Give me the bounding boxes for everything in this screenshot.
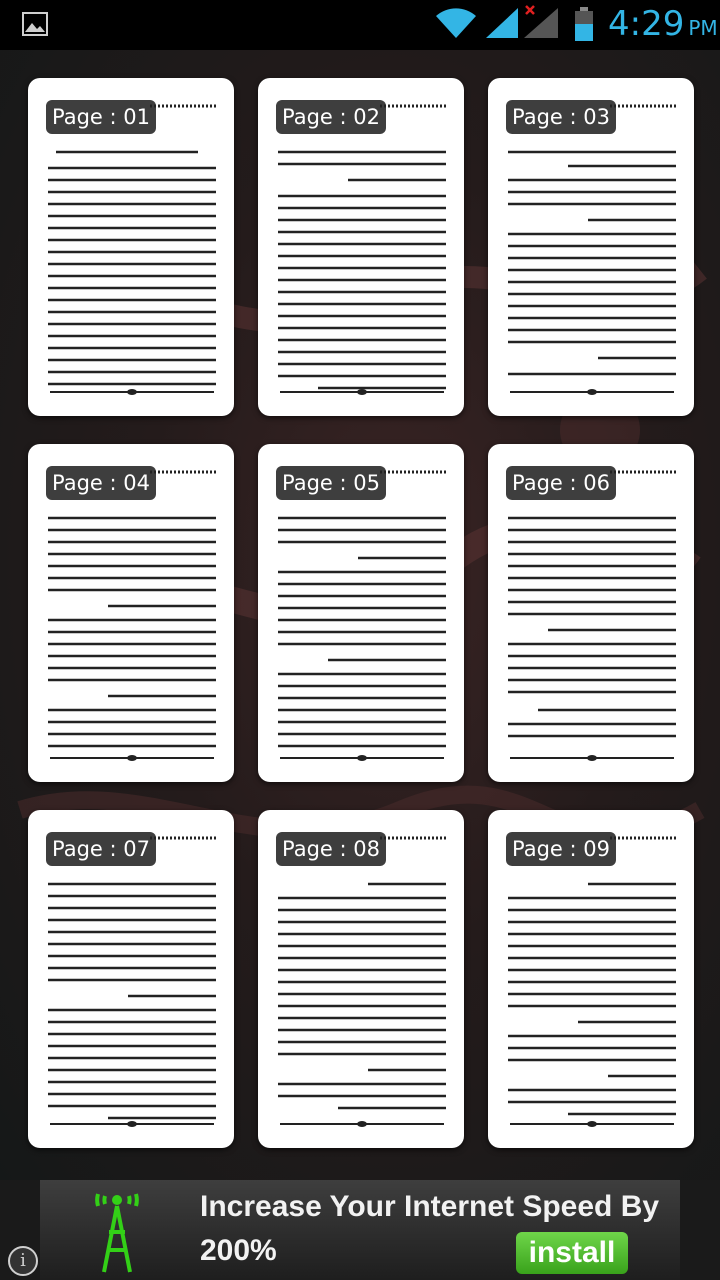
- wifi-icon: [434, 6, 478, 40]
- page-text-preview: [48, 144, 216, 390]
- page-text-preview: [508, 510, 676, 756]
- page-header-rule: [150, 104, 216, 108]
- clock: 4:29 PM: [608, 4, 718, 44]
- page-text-preview: [48, 876, 216, 1122]
- page-label: Page : 08: [276, 832, 386, 866]
- page-header-rule: [380, 836, 446, 840]
- signal-tower-icon: [90, 1192, 144, 1274]
- page-card-08[interactable]: [258, 810, 464, 1148]
- page-label: Page : 01: [46, 100, 156, 134]
- page-text-preview: [508, 876, 676, 1122]
- page-label: Page : 09: [506, 832, 616, 866]
- page-label: Page : 06: [506, 466, 616, 500]
- page-card-04[interactable]: [28, 444, 234, 782]
- page-footer-rule: [280, 754, 444, 762]
- page-header-rule: [380, 470, 446, 474]
- status-bar: [0, 0, 720, 50]
- page-header-rule: [610, 470, 676, 474]
- page-card-03[interactable]: [488, 78, 694, 416]
- page-label: Page : 04: [46, 466, 156, 500]
- page-header-rule: [610, 836, 676, 840]
- page-footer-rule: [510, 754, 674, 762]
- page-text-preview: [278, 510, 446, 756]
- page-footer-rule: [280, 1120, 444, 1128]
- page-label: Page : 03: [506, 100, 616, 134]
- page-grid[interactable]: [0, 50, 720, 1180]
- page-label: Page : 02: [276, 100, 386, 134]
- ad-content[interactable]: [40, 1180, 680, 1280]
- page-card-01[interactable]: [28, 78, 234, 416]
- page-footer-rule: [510, 1120, 674, 1128]
- signal-icon: [484, 6, 520, 40]
- page-footer-rule: [50, 754, 214, 762]
- page-card-06[interactable]: [488, 444, 694, 782]
- page-label: Page : 05: [276, 466, 386, 500]
- page-text-preview: [508, 144, 676, 390]
- page-text-preview: [278, 144, 446, 390]
- page-header-rule: [150, 836, 216, 840]
- page-footer-rule: [50, 388, 214, 396]
- page-card-05[interactable]: [258, 444, 464, 782]
- ad-banner[interactable]: [0, 1180, 720, 1280]
- image-icon: [22, 12, 48, 36]
- page-text-preview: [48, 510, 216, 756]
- install-button[interactable]: install: [516, 1232, 628, 1274]
- page-footer-rule: [510, 388, 674, 396]
- page-header-rule: [150, 470, 216, 474]
- battery-icon: [574, 6, 594, 42]
- ad-percent: 200%: [200, 1234, 277, 1267]
- ad-headline: Increase Your Internet Speed By: [200, 1190, 660, 1223]
- page-card-02[interactable]: [258, 78, 464, 416]
- signal-no-service-icon: [522, 4, 560, 40]
- page-header-rule: [610, 104, 676, 108]
- page-card-09[interactable]: [488, 810, 694, 1148]
- page-footer-rule: [50, 1120, 214, 1128]
- page-card-07[interactable]: [28, 810, 234, 1148]
- page-label: Page : 07: [46, 832, 156, 866]
- page-text-preview: [278, 876, 446, 1122]
- page-footer-rule: [280, 388, 444, 396]
- page-header-rule: [380, 104, 446, 108]
- ad-info-icon[interactable]: i: [8, 1246, 38, 1276]
